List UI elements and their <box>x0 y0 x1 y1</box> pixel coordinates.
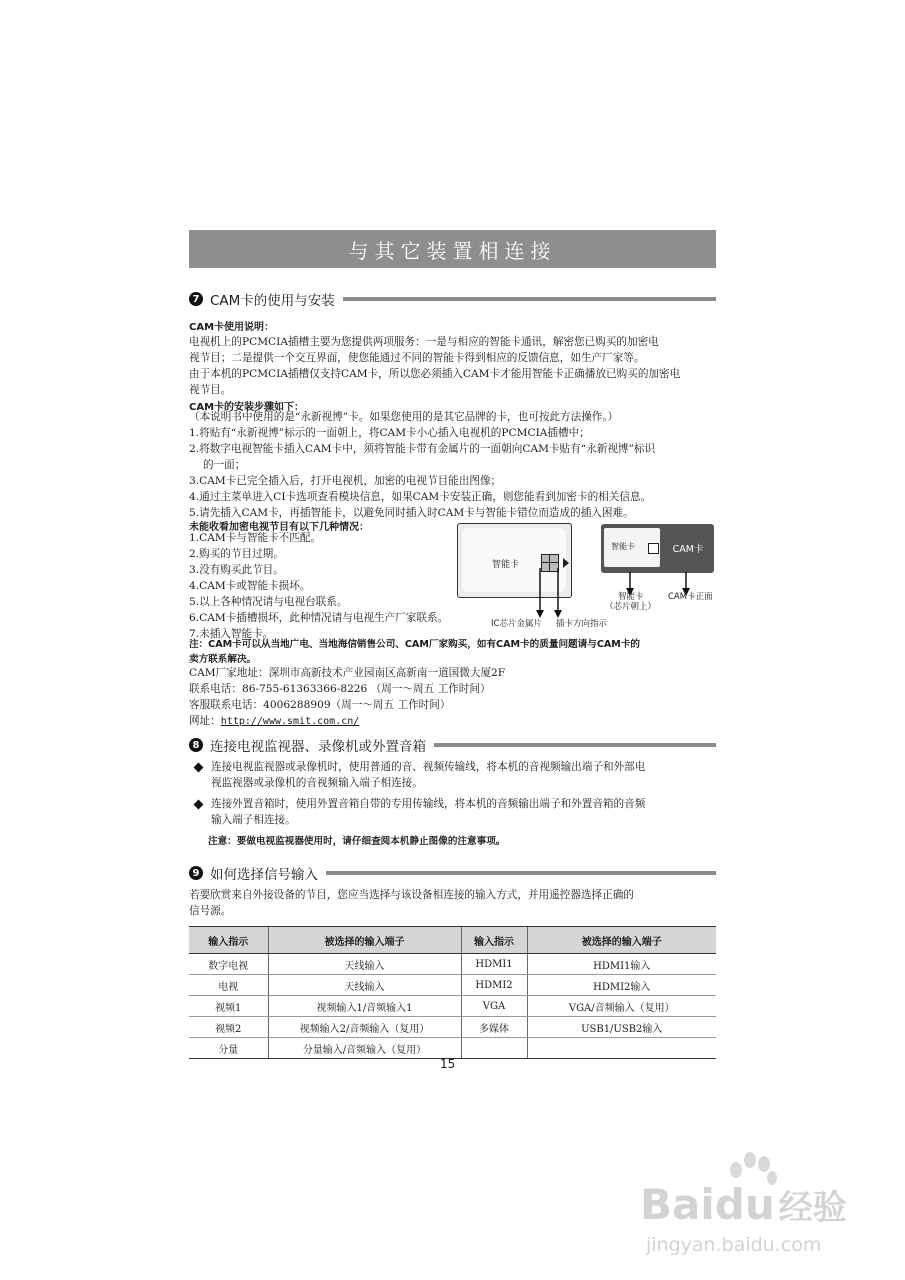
column-header: 输入指示 <box>461 927 527 954</box>
table-cell: VGA/音频输入（复用） <box>527 996 716 1017</box>
table-row <box>189 996 716 1017</box>
fail-item: 1.CAM卡与智能卡不匹配。 <box>189 532 322 544</box>
bullet-item <box>192 759 645 791</box>
step-line: 1.将贴有“永新视博”标示的一面朝上，将CAM卡小心插入电视机的PCMCIA插槽中； <box>189 427 590 439</box>
table-cell: 数字电视 <box>189 954 268 975</box>
inserted-card-label: 智能卡 <box>611 542 635 551</box>
chip-icon <box>648 543 659 554</box>
section-title: 连接电视监视器、录像机或外置音箱 <box>210 739 426 755</box>
watermark-brand <box>640 1180 847 1229</box>
fail-list <box>189 530 448 642</box>
section-divider <box>343 297 716 301</box>
bullet-item <box>192 796 645 828</box>
monitor-note: 注意：要做电视监视器使用时，请仔细查阅本机静止图像的注意事项。 <box>208 836 506 847</box>
table-cell: 分量输入/音频输入（复用） <box>268 1038 461 1059</box>
contact-address: CAM厂家地址：深圳市高新技术产业园南区高新南一道国微大厦2F <box>189 667 506 679</box>
cam-usage-text <box>189 334 680 398</box>
table-cell <box>461 1038 527 1059</box>
brand-suffix: du <box>714 1180 775 1229</box>
section-9-header <box>189 862 716 884</box>
text-line: 电视机上的PCMCIA插槽主要为您提供两项服务：一是与相应的智能卡通讯，解密您已购买的加密电 <box>189 336 659 348</box>
inserted-smart-card <box>604 528 660 567</box>
input-source-table <box>189 926 716 1059</box>
section-number-badge: 8 <box>189 738 203 752</box>
brand-text: Bai <box>640 1180 715 1229</box>
step-line: 3.CAM卡已完全插入后，打开电视机，加密的电视节目能出图像； <box>189 475 502 487</box>
fail-item: 7.未插入智能卡。 <box>189 628 274 640</box>
ic-chip-label: IC芯片金属片 <box>491 619 542 629</box>
column-header: 输入指示 <box>189 927 268 954</box>
insert-direction-label: 插卡方向指示 <box>556 619 608 629</box>
page-number: 15 <box>440 1057 456 1071</box>
text-line: 信号源。 <box>189 905 232 917</box>
chip-up-label: 智能卡 <box>618 592 644 602</box>
note-line: 注：CAM卡可以从当地广电、当地海信销售公司、CAM厂家购买，如有CAM卡的质量问题请与CAM卡的 <box>189 639 641 650</box>
table-row <box>189 954 716 975</box>
step-line: 5.请先插入CAM卡，再插智能卡，以避免同时插入时CAM卡与智能卡错位而造成的插入困难。 <box>189 507 634 519</box>
cam-card-body: CAM卡 <box>672 544 704 555</box>
baidu-watermark <box>640 1150 880 1270</box>
cam-steps-list <box>189 409 655 521</box>
cam-steps-heading: CAM卡的安装步骤如下： <box>189 402 305 413</box>
input-intro <box>189 887 634 919</box>
column-header: 被选择的输入端子 <box>268 927 461 954</box>
table-cell: HDMI2输入 <box>527 975 716 996</box>
text-line: 若要欣赏来自外接设备的节目，您应当选择与该设备相连接的输入方式，并用遥控器选择正确的 <box>189 889 634 901</box>
website-label: 网址： <box>189 715 221 727</box>
section-8-header <box>189 734 716 756</box>
table-cell: 多媒体 <box>461 1017 527 1038</box>
step-line: （本说明书中使用的是“永新视博”卡。如果您使用的是其它品牌的卡，也可按此方法操作。） <box>189 411 619 423</box>
bullet-line: 连接外置音箱时，使用外置音箱自带的专用传输线，将本机的音频输出端子和外置音箱的音频 <box>211 798 646 810</box>
table-cell: 视频2 <box>189 1017 268 1038</box>
contact-info <box>189 665 505 730</box>
table-row <box>189 1017 716 1038</box>
bullet-line: 视监视器或录像机的音视频输入端子相连接。 <box>211 777 423 789</box>
text-line: 视节目。 <box>189 384 232 396</box>
table-cell: 分量 <box>189 1038 268 1059</box>
fail-item: 3.没有购买此节目。 <box>189 564 284 576</box>
section-title: CAM卡的使用与安装 <box>210 293 335 309</box>
fail-item: 4.CAM卡或智能卡损坏。 <box>189 580 311 592</box>
table-row <box>189 1038 716 1059</box>
table-cell: HDMI2 <box>461 975 527 996</box>
section-title: 如何选择信号输入 <box>210 867 318 883</box>
fail-item: 2.购买的节目过期。 <box>189 548 284 560</box>
website-row <box>189 713 505 730</box>
fail-heading: 未能收看加密电视节目有以下几种情况： <box>189 522 369 533</box>
table-cell: 视频1 <box>189 996 268 1017</box>
cam-front-label: CAM卡正面 <box>668 592 713 602</box>
section-7-header <box>189 288 716 310</box>
table-cell: 电视 <box>189 975 268 996</box>
table-header-row <box>189 927 716 954</box>
table-cell: 视频输入1/音频输入1 <box>268 996 461 1017</box>
table-cell: 天线输入 <box>268 975 461 996</box>
table-cell: HDMI1输入 <box>527 954 716 975</box>
section-divider <box>326 871 716 875</box>
cam-usage-heading: CAM卡使用说明： <box>189 322 275 333</box>
text-line: 视节目；二是提供一个交互界面，使您能通过不同的智能卡得到相应的反馈信息，如生产厂家等。 <box>189 352 645 364</box>
step-line: 的一面； <box>203 459 246 471</box>
section-number-badge: 9 <box>189 866 203 880</box>
fail-item: 5.以上各种情况请与电视台联系。 <box>189 596 348 608</box>
contact-phone: 联系电话：86-755-61363366-8226 （周一～周五 工作时间） <box>189 683 491 695</box>
table-cell: 天线输入 <box>268 954 461 975</box>
diamond-bullet-icon <box>194 763 204 773</box>
step-line: 4.通过主菜单进入CI卡选项查看模块信息，如果CAM卡安装正确，则您能看到加密卡的相关信息。 <box>189 491 652 503</box>
cam-card-illustration <box>601 524 714 573</box>
diagram-arrows-left <box>530 560 570 620</box>
chip-up-label-2: （芯片朝上） <box>605 602 657 612</box>
brand-cn: 经验 <box>778 1188 847 1228</box>
column-header: 被选择的输入端子 <box>527 927 716 954</box>
table-cell: USB1/USB2输入 <box>527 1017 716 1038</box>
table-cell: HDMI1 <box>461 954 527 975</box>
table-cell: 视频输入2/音频输入（复用） <box>268 1017 461 1038</box>
table-row <box>189 975 716 996</box>
website-link[interactable]: http://www.smit.com.cn/ <box>220 716 360 727</box>
table-cell <box>527 1038 716 1059</box>
bullet-line: 连接电视监视器或录像机时，使用普通的音、视频传输线，将本机的音视频输出端子和外部电 <box>211 761 646 773</box>
smart-card-label: 智能卡 <box>492 560 520 570</box>
note-line: 卖方联系解决。 <box>189 654 257 665</box>
section-number-badge: 7 <box>189 292 203 306</box>
diamond-bullet-icon <box>194 800 204 810</box>
step-line: 2.将数字电视智能卡插入CAM卡中，须将智能卡带有金属片的一面朝向CAM卡贴有“永新视博”标识 <box>189 443 656 455</box>
page-title: 与其它装置相连接 <box>189 230 716 268</box>
section-divider <box>434 743 716 747</box>
table-cell: VGA <box>461 996 527 1017</box>
fail-item: 6.CAM卡插槽损坏，此种情况请与电视生产厂家联系。 <box>189 612 449 624</box>
watermark-url: jingyan.baidu.com <box>646 1234 822 1256</box>
cam-note <box>189 637 640 667</box>
contact-service-phone: 客服联系电话：4006288909（周一～周五 工作时间） <box>189 699 451 711</box>
bullet-line: 输入端子相连接。 <box>211 814 296 826</box>
text-line: 由于本机的PCMCIA插槽仅支持CAM卡，所以您必须插入CAM卡才能用智能卡正确播放已购买的加密电 <box>189 368 681 380</box>
